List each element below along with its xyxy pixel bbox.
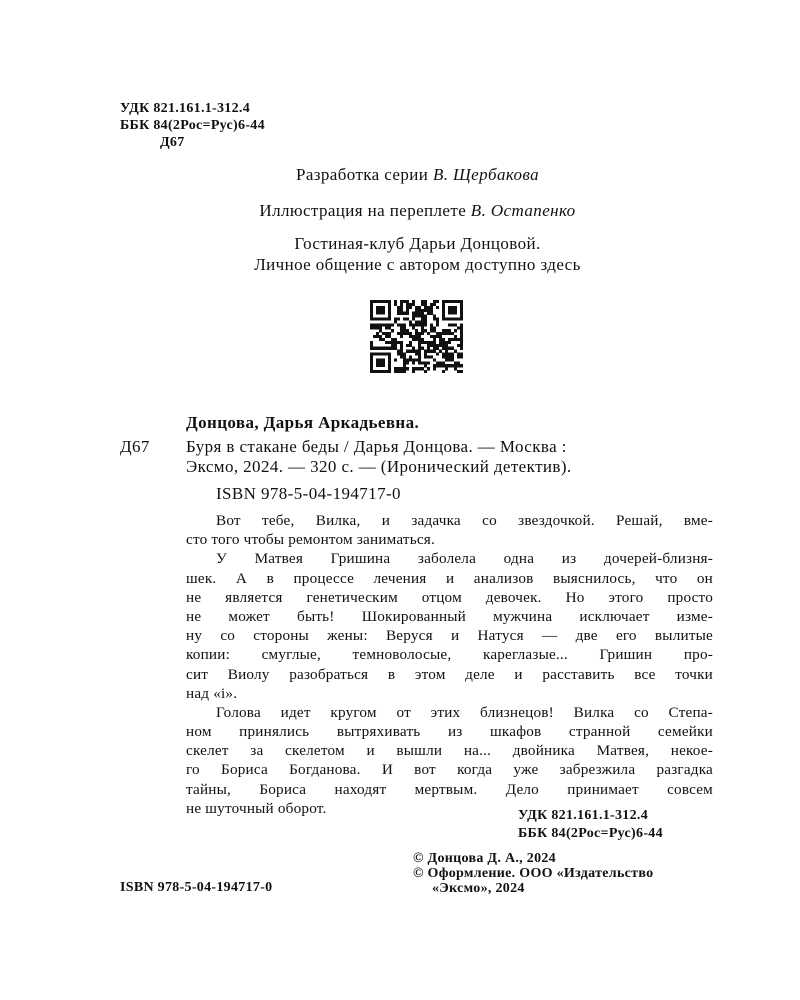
annotation-line: над «i». (186, 684, 238, 702)
udk-code: УДК 821.161.1-312.4 (120, 101, 251, 116)
annotation-paragraph-2 (186, 549, 713, 703)
annotation-line: У Матвея Гришина заболела одна из дочерей-близня- (216, 550, 713, 568)
record-author-mark: Д67 (120, 437, 150, 456)
annotation-line: шек. А в процессе лечения и анализов выяснилось, что он (186, 569, 713, 587)
copyright-author: © Донцова Д. А., 2024 (413, 851, 556, 866)
annotation (186, 511, 713, 818)
series-credit (0, 165, 800, 185)
copyright-design: © Оформление. ООО «Издательство (413, 866, 654, 881)
annotation-line: ном принялись вытряхивать из шкафов странной семейки (186, 723, 713, 741)
annotation-line: сит Виолу разобраться в этом деле и расставить все точки (186, 665, 713, 683)
annotation-paragraph-1 (186, 511, 713, 549)
annotation-line: тайны, Бориса находят мертвым. Дело принимает совсем (186, 780, 713, 798)
author-mark: Д67 (160, 135, 185, 150)
annotation-line: не может быть! Шокированный мужчина исключает изме- (186, 607, 713, 625)
series-credit-person: В. Щербакова (432, 165, 540, 184)
footer-isbn: ISBN 978-5-04-194717-0 (120, 880, 273, 895)
annotation-line: не является генетическим отцом девочек. Но этого просто (186, 588, 713, 606)
annotation-line: сто того чтобы ремонтом заниматься. (186, 531, 435, 549)
annotation-line: не шуточный оборот. (186, 799, 327, 817)
annotation-line: копии: смуглые, темноволосые, кареглазые... Гришин про- (186, 646, 713, 664)
annotation-paragraph-3 (186, 703, 713, 818)
title-line-1: Буря в стакане беды / Дарья Донцова. — Москва : (186, 437, 567, 456)
annotation-line: го Бориса Богданова. И вот когда уже забрезжила разгадка (186, 761, 713, 779)
title-line-2: Эксмо, 2024. — 320 с. — (Иронический детектив). (186, 457, 572, 476)
illustration-credit-label: Иллюстрация на переплете (259, 201, 467, 220)
illustration-credit-person: В. Остапенко (470, 201, 576, 220)
series-credit-label: Разработка серии (295, 165, 429, 184)
annotation-line: Голова идет кругом от этих близнецов! Вилка со Степа- (216, 703, 713, 721)
copyright-publisher: «Эксмо», 2024 (432, 881, 525, 896)
bbk-code: ББК 84(2Рос=Рус)6-44 (120, 118, 265, 133)
bottom-bbk: ББК 84(2Рос=Рус)6-44 (518, 826, 663, 841)
qr-code-icon[interactable] (370, 300, 463, 373)
club-line-1: Гостиная-клуб Дарьи Донцовой. (294, 234, 541, 253)
illustration-credit (0, 201, 800, 221)
club-line-2: Личное общение с автором доступно здесь (254, 255, 581, 274)
annotation-line: скелет за скелетом и вышли на... двойника Матвея, некое- (186, 742, 713, 760)
author-heading: Донцова, Дарья Аркадьевна. (186, 413, 420, 432)
bottom-udk: УДК 821.161.1-312.4 (518, 808, 649, 823)
record-isbn: ISBN 978-5-04-194717-0 (216, 484, 401, 503)
annotation-line: Вот тебе, Вилка, и задачка со звездочкой. Решай, вме- (216, 512, 713, 529)
annotation-line: ну со стороны жены: Веруся и Натуся — две его вылитые (186, 627, 713, 645)
